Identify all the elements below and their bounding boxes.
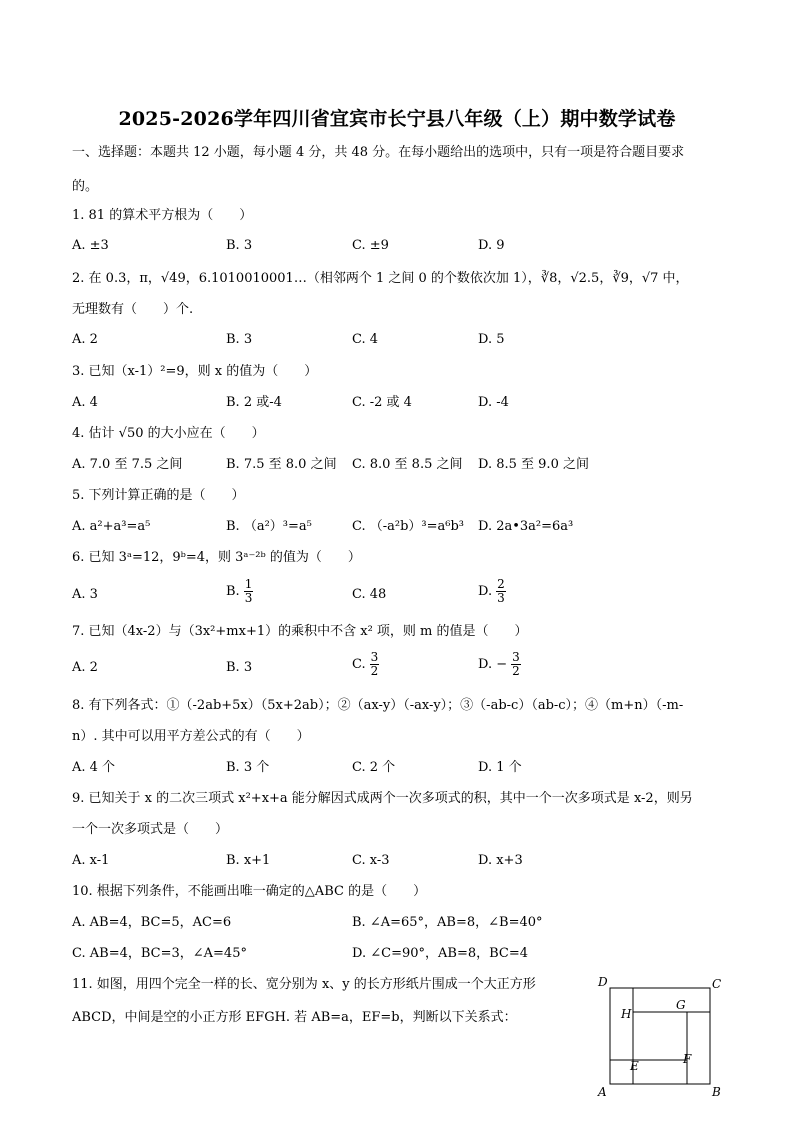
question-9-stem-cont: 一个一次多项式是（ ）	[72, 822, 229, 837]
fraction: $\frac{3}{2}$	[370, 650, 379, 678]
question-8-stem-cont: n）. 其中可以用平方差公式的有（ ）	[72, 729, 310, 744]
q9-option-c[interactable]: C. x-3	[352, 853, 390, 868]
section-heading: 一、选择题：本题共 12 小题，每小题 4 分，共 48 分。在每小题给出的选项中，只有一项是符合题目要求	[72, 145, 685, 160]
q8-option-a[interactable]: A. 4 个	[72, 760, 116, 775]
q5-option-d[interactable]: D. 2a•3a²=6a³	[478, 519, 574, 534]
question-9-stem: 9. 已知关于 x 的二次三项式 x²+x+a 能分解因式成两个一次多项式的积，其中一个一次多项式是 x-2，则另	[72, 791, 693, 806]
q10-option-b[interactable]: B. ∠A=65°，AB=8，∠B=40°	[352, 915, 543, 930]
q8-option-c[interactable]: C. 2 个	[352, 760, 396, 775]
question-11-stem: 11. 如图，用四个完全一样的长、宽分别为 x、y 的长方形纸片围成一个大正方形	[72, 977, 536, 992]
q9-option-d[interactable]: D. x+3	[478, 853, 523, 868]
q2-option-b[interactable]: B. 3	[226, 332, 253, 347]
q2-option-d[interactable]: D. 5	[478, 332, 505, 347]
q9-option-b[interactable]: B. x+1	[226, 853, 271, 868]
q6-option-d[interactable]	[478, 578, 506, 605]
q10-option-d[interactable]: D. ∠C=90°，AB=8，BC=4	[352, 946, 529, 961]
label-b: B	[712, 1085, 721, 1099]
label-a: A	[598, 1085, 607, 1099]
q6-option-a[interactable]: A. 3	[72, 587, 98, 602]
q3-option-a[interactable]: A. 4	[72, 395, 98, 410]
q2-option-c[interactable]: C. 4	[352, 332, 379, 347]
question-1-stem: 1. 81 的算术平方根为（ ）	[72, 208, 253, 223]
question-4-stem: 4. 估计 √50 的大小应在（ ）	[72, 426, 265, 441]
q5-option-b[interactable]: B. （a²）³=a⁵	[226, 519, 312, 534]
q6-option-d-label: D.	[478, 584, 493, 599]
q6-option-b-label: B.	[226, 584, 240, 599]
q4-option-d[interactable]: D. 8.5 至 9.0 之间	[478, 457, 589, 472]
label-e: E	[630, 1059, 639, 1073]
q1-option-c[interactable]: C. ±9	[352, 238, 389, 253]
q10-option-c[interactable]: C. AB=4，BC=3，∠A=45°	[72, 946, 247, 961]
fraction: $\frac{2}{3}$	[497, 577, 505, 605]
fraction: $\frac{1}{3}$	[244, 577, 253, 605]
label-c: C	[712, 977, 722, 991]
question-2-stem: 2. 在 0.3，π，√49，6.1010010001…（相邻两个 1 之间 0 的个数依次加 1），∛8，√2.5，∛9，√7 中，	[72, 271, 689, 286]
outer-square-abcd	[610, 988, 710, 1084]
question-11-stem-cont: ABCD，中间是空的小正方形 EFGH. 若 AB=a，EF=b，判断以下关系式：	[72, 1010, 517, 1025]
label-g: G	[676, 998, 686, 1012]
q10-option-a[interactable]: A. AB=4，BC=5，AC=6	[72, 915, 232, 930]
q7-option-c[interactable]	[352, 651, 379, 678]
q4-option-b[interactable]: B. 7.5 至 8.0 之间	[226, 457, 337, 472]
label-h: H	[621, 1007, 632, 1021]
q5-option-c[interactable]: C. （-a²b）³=a⁶b³	[352, 519, 465, 534]
question-2-stem-cont: 无理数有（ ）个.	[72, 302, 194, 317]
q2-option-a[interactable]: A. 2	[72, 332, 98, 347]
q3-option-d[interactable]: D. -4	[478, 395, 509, 410]
q5-option-a[interactable]: A. a²+a³=a⁵	[72, 519, 151, 534]
q8-option-d[interactable]: D. 1 个	[478, 760, 522, 775]
q7-option-d[interactable]	[478, 651, 521, 678]
question-10-stem: 10. 根据下列条件，不能画出唯一确定的△ABC 的是（ ）	[72, 884, 427, 899]
q7-option-b[interactable]: B. 3	[226, 660, 253, 675]
q7-option-a[interactable]: A. 2	[72, 660, 98, 675]
label-d: D	[598, 975, 608, 989]
q7-option-d-label: D. −	[478, 657, 508, 672]
q1-option-a[interactable]: A. ±3	[72, 238, 109, 253]
question-7-stem: 7. 已知（4x-2）与（3x²+mx+1）的乘积中不含 x² 项，则 m 的值是（ ）	[72, 624, 528, 639]
q3-option-c[interactable]: C. -2 或 4	[352, 395, 412, 410]
q1-option-d[interactable]: D. 9	[478, 238, 505, 253]
q8-option-b[interactable]: B. 3 个	[226, 760, 270, 775]
q6-option-c[interactable]: C. 48	[352, 587, 387, 602]
section-heading-cont: 的。	[72, 179, 99, 194]
fraction: $\frac{3}{2}$	[512, 650, 520, 678]
exam-title: 2025-2026学年四川省宜宾市长宁县八年级（上）期中数学试卷	[118, 108, 676, 130]
question-8-stem: 8. 有下列各式：①（-2ab+5x）（5x+2ab）；②（ax-y）（-ax-y）；③（-ab-c）（ab-c）；④（m+n）（-m-	[72, 698, 684, 713]
square-figure	[590, 972, 730, 1104]
q4-option-a[interactable]: A. 7.0 至 7.5 之间	[72, 457, 183, 472]
question-5-stem: 5. 下列计算正确的是（ ）	[72, 488, 245, 503]
q7-option-c-label: C.	[352, 657, 366, 672]
q9-option-a[interactable]: A. x-1	[72, 853, 110, 868]
question-3-stem: 3. 已知（x-1）²=9，则 x 的值为（ ）	[72, 364, 318, 379]
q3-option-b[interactable]: B. 2 或-4	[226, 395, 282, 410]
label-f: F	[683, 1052, 692, 1066]
q4-option-c[interactable]: C. 8.0 至 8.5 之间	[352, 457, 463, 472]
q6-option-b[interactable]	[226, 578, 253, 605]
q1-option-b[interactable]: B. 3	[226, 238, 253, 253]
question-6-stem: 6. 已知 3ᵃ=12，9ᵇ=4，则 3ᵃ⁻²ᵇ 的值为（ ）	[72, 550, 361, 565]
